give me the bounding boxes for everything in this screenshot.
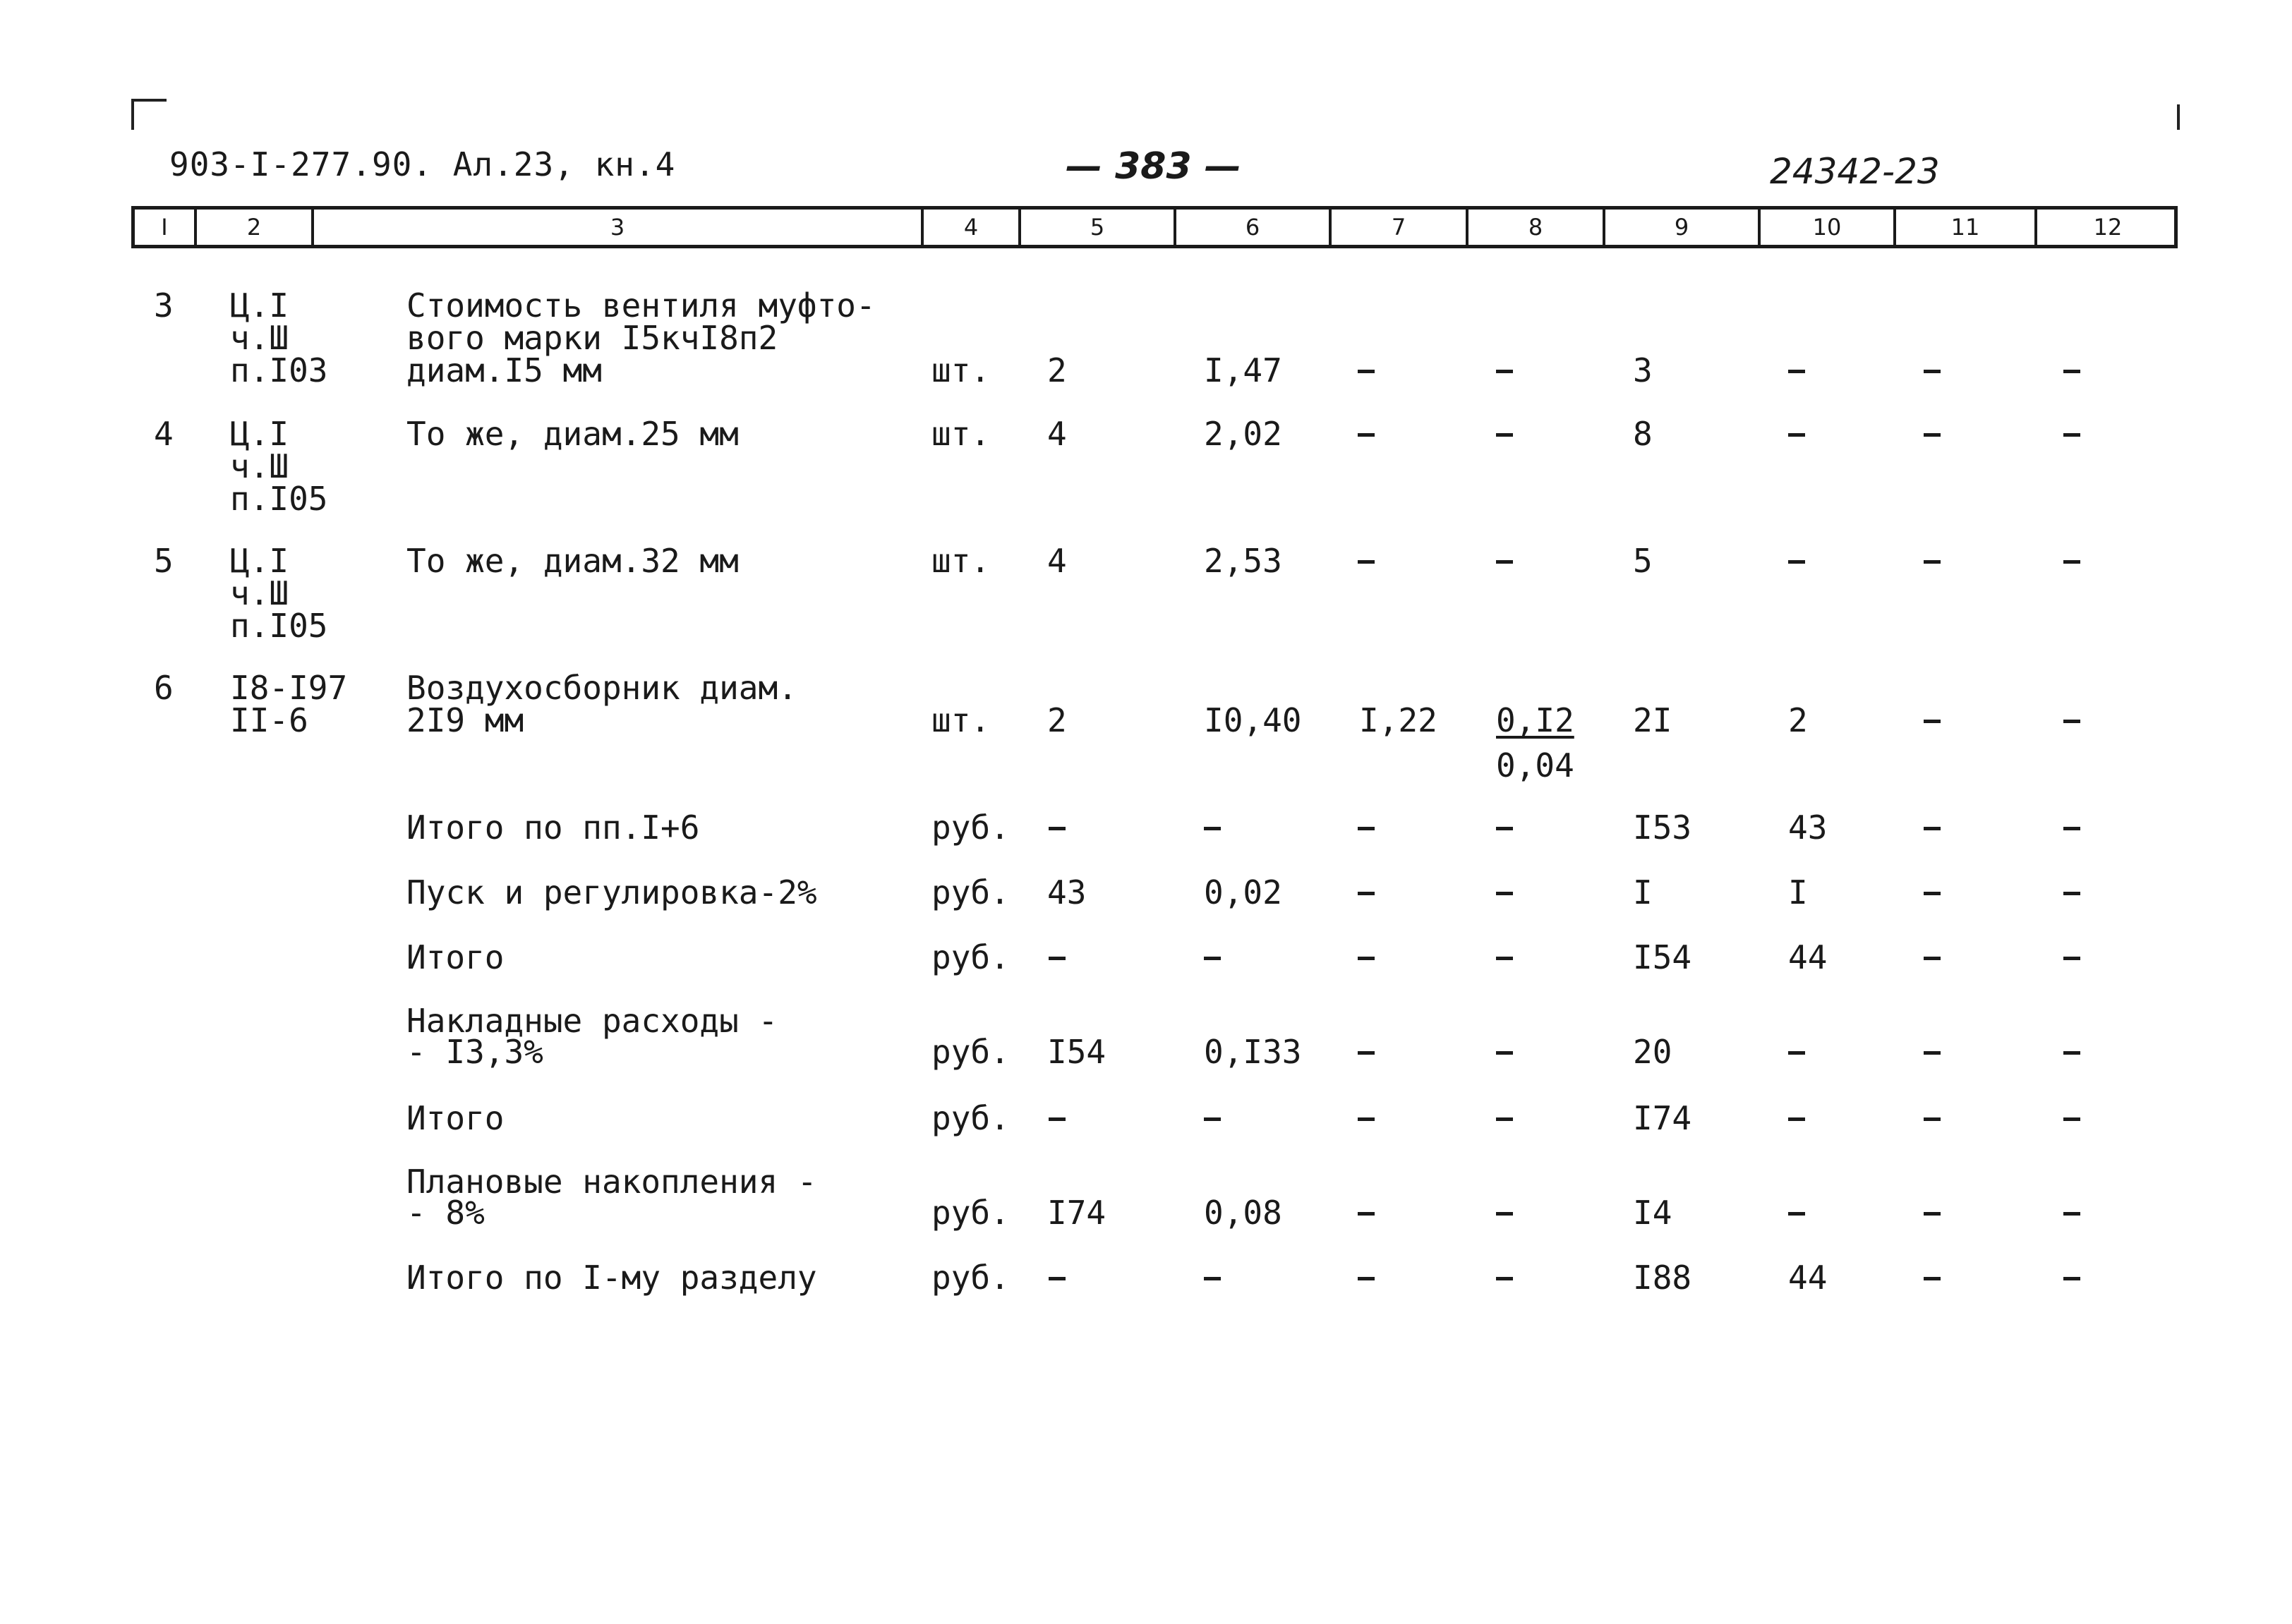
row-number: 6 — [154, 669, 174, 707]
column-header: 6 — [1245, 214, 1260, 241]
column-header: I — [161, 214, 168, 241]
item-description: диам.I5 мм — [406, 351, 602, 389]
dash-cell — [1358, 892, 1375, 895]
wage-fraction-top: 0,I2 — [1496, 701, 1574, 739]
dash-cell — [1204, 1277, 1221, 1280]
unit: руб. — [931, 938, 1010, 976]
dash-cell — [2063, 560, 2080, 564]
dash-cell — [1924, 892, 1941, 895]
unit: шт. — [931, 415, 991, 453]
dash-cell — [1924, 1277, 1941, 1280]
total-cost: 2I — [1633, 701, 1672, 739]
row-number: 5 — [154, 542, 174, 580]
dash-cell — [1924, 720, 1941, 723]
unit: руб. — [931, 808, 1010, 847]
quantity: 4 — [1047, 542, 1067, 580]
unit: руб. — [931, 1099, 1010, 1137]
unit-cost: I0,40 — [1204, 701, 1302, 739]
total-cost: I88 — [1633, 1259, 1692, 1297]
row-number: 4 — [154, 415, 174, 453]
total-cost: 5 — [1633, 542, 1653, 580]
document-code: 903-I-277.90. Ал.23, кн.4 — [169, 145, 676, 183]
dash-cell — [1924, 433, 1941, 437]
unit: руб. — [931, 1259, 1010, 1297]
dash-cell — [1788, 433, 1805, 437]
dash-cell — [1358, 560, 1375, 564]
item-description: То же, диам.25 мм — [406, 415, 739, 453]
column-header: 10 — [1812, 214, 1842, 241]
total-cost: 8 — [1633, 415, 1653, 453]
dash-cell — [1496, 1051, 1513, 1055]
dash-cell — [1358, 370, 1375, 373]
rate: 0,08 — [1204, 1194, 1282, 1232]
dash-cell — [1358, 1277, 1375, 1280]
dash-cell — [2063, 370, 2080, 373]
total-cost: I74 — [1633, 1099, 1692, 1137]
dash-cell — [2063, 1212, 2080, 1216]
wage-total: I — [1788, 873, 1808, 911]
dash-cell — [1788, 1117, 1805, 1121]
quantity: 2 — [1047, 351, 1067, 389]
page-number: — 383 — — [1066, 145, 1241, 188]
item-description: вого марки I5кчI8п2 — [406, 319, 778, 357]
dash-cell — [1204, 1117, 1221, 1121]
item-description: 2I9 мм — [406, 701, 524, 739]
wage-total: 2 — [1788, 701, 1808, 739]
price-reference: п.I03 — [230, 351, 328, 389]
summary-label: Пуск и регулировка-2% — [406, 873, 817, 911]
dash-cell — [1049, 827, 1066, 830]
dash-cell — [2063, 1277, 2080, 1280]
item-description: Стоимость вентиля муфто- — [406, 286, 876, 325]
wage-total: 44 — [1788, 938, 1828, 976]
dash-cell — [1788, 370, 1805, 373]
dash-cell — [1204, 957, 1221, 960]
dash-cell — [1924, 1051, 1941, 1055]
dash-cell — [1788, 560, 1805, 564]
dash-cell — [2063, 433, 2080, 437]
dash-cell — [1496, 892, 1513, 895]
dash-cell — [1358, 827, 1375, 830]
summary-label: - 8% — [406, 1194, 485, 1232]
summary-label: Итого по пп.I+6 — [406, 808, 700, 847]
quantity: 2 — [1047, 701, 1067, 739]
labor-cost: I,22 — [1359, 701, 1437, 739]
corner-mark — [131, 99, 167, 130]
unit: шт. — [931, 701, 991, 739]
unit: шт. — [931, 351, 991, 389]
unit: руб. — [931, 1033, 1010, 1071]
column-header: 3 — [610, 214, 625, 241]
dash-cell — [1049, 1277, 1066, 1280]
column-header-row — [131, 206, 2178, 248]
dash-cell — [1496, 370, 1513, 373]
price-reference: I8-I97 — [230, 669, 348, 707]
dash-cell — [1924, 370, 1941, 373]
dash-cell — [1358, 1212, 1375, 1216]
price-reference: ч.Ш — [230, 574, 289, 612]
column-header: 9 — [1674, 214, 1689, 241]
summary-label: Итого по I-му разделу — [406, 1259, 817, 1297]
item-description: Воздухосборник диам. — [406, 669, 797, 707]
dash-cell — [2063, 827, 2080, 830]
dash-cell — [1496, 957, 1513, 960]
dash-cell — [1496, 1277, 1513, 1280]
total-cost: I — [1633, 873, 1653, 911]
total-cost: 20 — [1633, 1033, 1672, 1071]
summary-label: Плановые накопления - — [406, 1163, 817, 1201]
rate: 0,I33 — [1204, 1033, 1302, 1071]
row-number: 3 — [154, 286, 174, 325]
unit-cost: 2,02 — [1204, 415, 1282, 453]
dash-cell — [1358, 433, 1375, 437]
total-cost: 3 — [1633, 351, 1653, 389]
column-header: 5 — [1090, 214, 1105, 241]
column-header: 8 — [1528, 214, 1543, 241]
unit-cost: 2,53 — [1204, 542, 1282, 580]
item-description: То же, диам.32 мм — [406, 542, 739, 580]
dash-cell — [1496, 827, 1513, 830]
dash-cell — [1358, 1117, 1375, 1121]
price-reference: п.I05 — [230, 480, 328, 518]
wage-total: 44 — [1788, 1259, 1828, 1297]
dash-cell — [2063, 892, 2080, 895]
total-cost: I4 — [1633, 1194, 1672, 1232]
dash-cell — [1924, 1212, 1941, 1216]
unit: руб. — [931, 1194, 1010, 1232]
dash-cell — [1496, 433, 1513, 437]
dash-cell — [1204, 827, 1221, 830]
unit-cost: I,47 — [1204, 351, 1282, 389]
dash-cell — [1924, 560, 1941, 564]
dash-cell — [2063, 720, 2080, 723]
base-amount: I74 — [1047, 1194, 1106, 1232]
base-amount: 43 — [1047, 873, 1087, 911]
quantity: 4 — [1047, 415, 1067, 453]
dash-cell — [1358, 957, 1375, 960]
dash-cell — [1788, 1051, 1805, 1055]
dash-cell — [1924, 957, 1941, 960]
price-reference: ч.Ш — [230, 319, 289, 357]
price-reference: II-6 — [230, 701, 308, 739]
archive-number: 24342-23 — [1770, 151, 1940, 192]
dash-cell — [1049, 957, 1066, 960]
price-reference: п.I05 — [230, 607, 328, 645]
rate: 0,02 — [1204, 873, 1282, 911]
dash-cell — [1924, 827, 1941, 830]
base-amount: I54 — [1047, 1033, 1106, 1071]
price-reference: Ц.I — [230, 286, 289, 325]
unit: шт. — [931, 542, 991, 580]
summary-label: - I3,3% — [406, 1033, 543, 1071]
dash-cell — [1358, 1051, 1375, 1055]
price-reference: ч.Ш — [230, 447, 289, 485]
summary-label: Итого — [406, 1099, 505, 1137]
column-header: 12 — [2093, 214, 2123, 241]
summary-label: Накладные расходы - — [406, 1002, 778, 1040]
dash-cell — [1496, 560, 1513, 564]
summary-label: Итого — [406, 938, 505, 976]
dash-cell — [2063, 957, 2080, 960]
price-reference: Ц.I — [230, 542, 289, 580]
dash-cell — [2063, 1117, 2080, 1121]
wage-total: 43 — [1788, 808, 1828, 847]
margin-tick — [2177, 104, 2180, 130]
dash-cell — [1496, 1117, 1513, 1121]
column-header: 7 — [1391, 214, 1406, 241]
column-header: 2 — [246, 214, 262, 241]
price-reference: Ц.I — [230, 415, 289, 453]
total-cost: I53 — [1633, 808, 1692, 847]
dash-cell — [1924, 1117, 1941, 1121]
dash-cell — [2063, 1051, 2080, 1055]
total-cost: I54 — [1633, 938, 1692, 976]
wage-fraction-bottom: 0,04 — [1496, 746, 1574, 784]
column-header: 4 — [963, 214, 979, 241]
dash-cell — [1788, 1212, 1805, 1216]
unit: руб. — [931, 873, 1010, 911]
dash-cell — [1496, 1212, 1513, 1216]
column-header: 11 — [1950, 214, 1980, 241]
dash-cell — [1049, 1117, 1066, 1121]
